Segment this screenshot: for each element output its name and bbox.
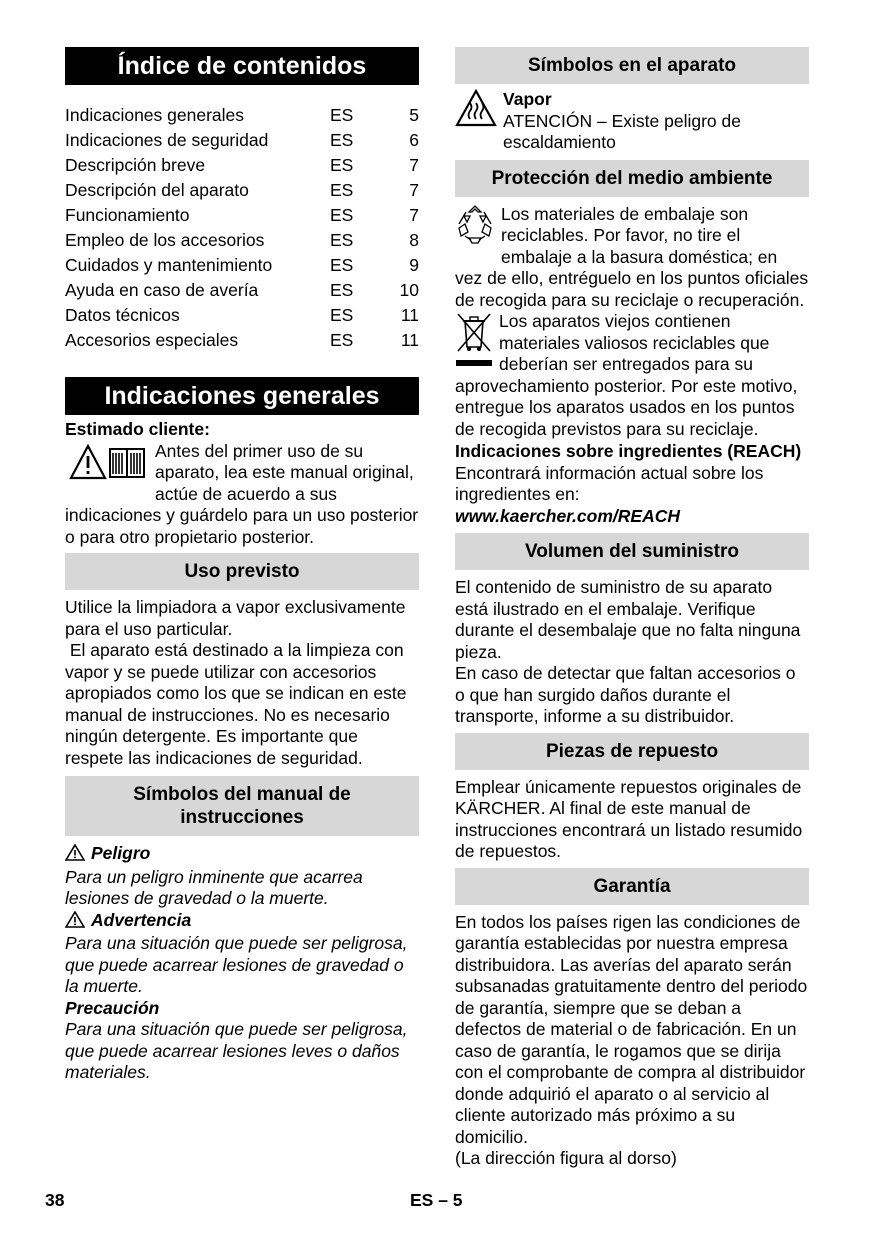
reach-title: Indicaciones sobre ingredientes (REACH) — [455, 441, 802, 461]
toc-row[interactable] — [65, 328, 419, 353]
toc-lang: ES — [330, 305, 354, 325]
warning-icon — [65, 911, 85, 934]
toc-page: 11 — [400, 330, 419, 350]
toc-lang: ES — [330, 105, 354, 125]
page-number: 38 — [45, 1190, 65, 1210]
toc-title: Datos técnicos — [65, 305, 180, 325]
toc-page: 6 — [409, 130, 419, 150]
toc-row[interactable] — [65, 203, 419, 228]
vapor-block — [455, 89, 809, 154]
section-page-label: ES – 5 — [410, 1190, 463, 1210]
recycling-paragraph: Los materiales de embalaje son reciclables. Por favor, no tire el embalaje a la basura doméstica; en vez de ello, entréguelo en los puntos oficiales de recogida para su reciclaje o recuperación. — [455, 203, 809, 310]
precaucion-text: Para una situación que puede ser peligrosa, que puede acarrear lesiones leves o daños materiales. — [65, 1019, 408, 1082]
toc-page: 9 — [409, 255, 419, 275]
garantia-paragraph-1: En todos los países rigen las condiciones de garantía establecidas por nuestra empresa distribuidora. Las averías del aparato serán subsanadas gratuitamente dentro del periodo de garantía, siempre que se deban a defectos de material o de fabricación. En un caso de garantía, le rogamos que se dirija con el comprobante de compra al distribuidor donde adquirió el aparato o al servicio al cliente autorizado más próximo a su domicilio. — [455, 911, 808, 1147]
general-heading: Indicaciones generales — [65, 377, 419, 415]
toc-row[interactable] — [65, 253, 419, 278]
toc-row[interactable] — [65, 228, 419, 253]
warning-manual-icon — [69, 443, 147, 489]
crossed-bin-icon — [455, 311, 493, 375]
uso-paragraph-1: Utilice la limpiadora a vapor exclusivamente para el uso particular. — [65, 597, 406, 639]
toc-lang: ES — [330, 330, 354, 350]
toc-title: Indicaciones de seguridad — [65, 130, 269, 150]
toc-row[interactable] — [65, 303, 419, 328]
medio-ambiente-heading: Protección del medio ambiente — [455, 160, 809, 197]
toc-heading: Índice de contenidos — [65, 47, 419, 85]
toc-row[interactable] — [65, 103, 419, 128]
toc-page: 5 — [409, 105, 419, 125]
advertencia-label: Advertencia — [91, 909, 192, 930]
toc-page: 7 — [409, 205, 419, 225]
greeting: Estimado cliente: — [65, 419, 210, 439]
toc-title: Indicaciones generales — [65, 105, 245, 125]
toc-lang: ES — [330, 155, 354, 175]
simbolos-aparato-heading: Símbolos en el aparato — [455, 47, 809, 84]
uso-paragraph-2: El aparato está destinado a la limpieza con vapor y se puede utilizar con accesorios apropiados como los que se indican en este manual de instrucciones. No es necesario ningún detergente. Es importante que respete las indicaciones de seguridad. — [65, 640, 412, 768]
weee-paragraph: Los aparatos viejos contienen materiales valiosos reciclables que deberían ser entregados para su aprovechamiento posterior. Por este motivo, entregue los aparatos usados en los puntos de recogida previstos para su reciclaje. — [455, 311, 798, 439]
advertencia-text: Para una situación que puede ser peligrosa, que puede acarrear lesiones de gravedad o la muerte. — [65, 933, 408, 996]
toc-page: 7 — [409, 180, 419, 200]
toc-lang: ES — [330, 255, 354, 275]
right-column — [455, 47, 809, 1170]
garantia-heading: Garantía — [455, 868, 809, 905]
volumen-paragraph-1: El contenido de suministro de su aparato está ilustrado en el embalaje. Verifique durante el desembalaje que no falta ninguna pieza. — [455, 577, 801, 662]
repuesto-paragraph: Emplear únicamente repuestos originales de KÄRCHER. Al final de este manual de instrucciones encontrará un listado resumido de repuestos. — [455, 776, 803, 861]
warning-icon — [65, 844, 85, 867]
toc-lang: ES — [330, 130, 354, 150]
toc-lang: ES — [330, 205, 354, 225]
table-of-contents — [65, 103, 419, 353]
peligro-text: Para un peligro inminente que acarrea lesiones de gravedad o la muerte. — [65, 866, 363, 908]
toc-lang: ES — [330, 280, 354, 300]
left-column — [65, 47, 419, 1084]
toc-page: 7 — [409, 155, 419, 175]
toc-title: Ayuda en caso de avería — [65, 280, 259, 300]
general-instructions: Antes del primer uso de su aparato, lea este manual original, actúe de acuerdo a sus indicaciones y guárdelo para un uso posterior o para otro propietario posterior. — [65, 440, 419, 547]
toc-row[interactable] — [65, 278, 419, 303]
toc-page: 8 — [409, 230, 419, 250]
uso-heading: Uso previsto — [65, 553, 419, 590]
volumen-heading: Volumen del suministro — [455, 533, 809, 570]
recycling-icon — [455, 204, 495, 250]
peligro-label: Peligro — [91, 843, 151, 863]
toc-page: 11 — [400, 305, 419, 325]
simbolos-manual-heading: Símbolos del manual de instrucciones — [65, 776, 419, 836]
toc-title: Descripción del aparato — [65, 180, 249, 200]
garantia-paragraph-2: (La dirección figura al dorso) — [455, 1148, 677, 1168]
vapor-label: Vapor — [503, 89, 552, 109]
volumen-paragraph-2: En caso de detectar que faltan accesorios o o que han surgido daños durante el transporte, informe a su distribuidor. — [455, 663, 796, 726]
hot-steam-warning-icon — [455, 89, 497, 133]
toc-lang: ES — [330, 180, 354, 200]
reach-link[interactable]: www.kaercher.com/REACH — [455, 505, 680, 526]
toc-title: Cuidados y mantenimiento — [65, 255, 273, 275]
toc-title: Accesorios especiales — [65, 330, 239, 350]
toc-lang: ES — [330, 230, 354, 250]
repuesto-heading: Piezas de repuesto — [455, 733, 809, 770]
toc-title: Empleo de los accesorios — [65, 230, 265, 250]
toc-row[interactable] — [65, 153, 419, 178]
precaucion-label: Precaución — [65, 997, 160, 1018]
toc-row[interactable] — [65, 128, 419, 153]
vapor-text: ATENCIÓN – Existe peligro de escaldamiento — [503, 110, 741, 152]
toc-page: 10 — [399, 280, 419, 300]
toc-title: Descripción breve — [65, 155, 206, 175]
toc-title: Funcionamiento — [65, 205, 190, 225]
reach-text: Encontrará información actual sobre los ingredientes en: — [455, 462, 764, 504]
toc-row[interactable] — [65, 178, 419, 203]
